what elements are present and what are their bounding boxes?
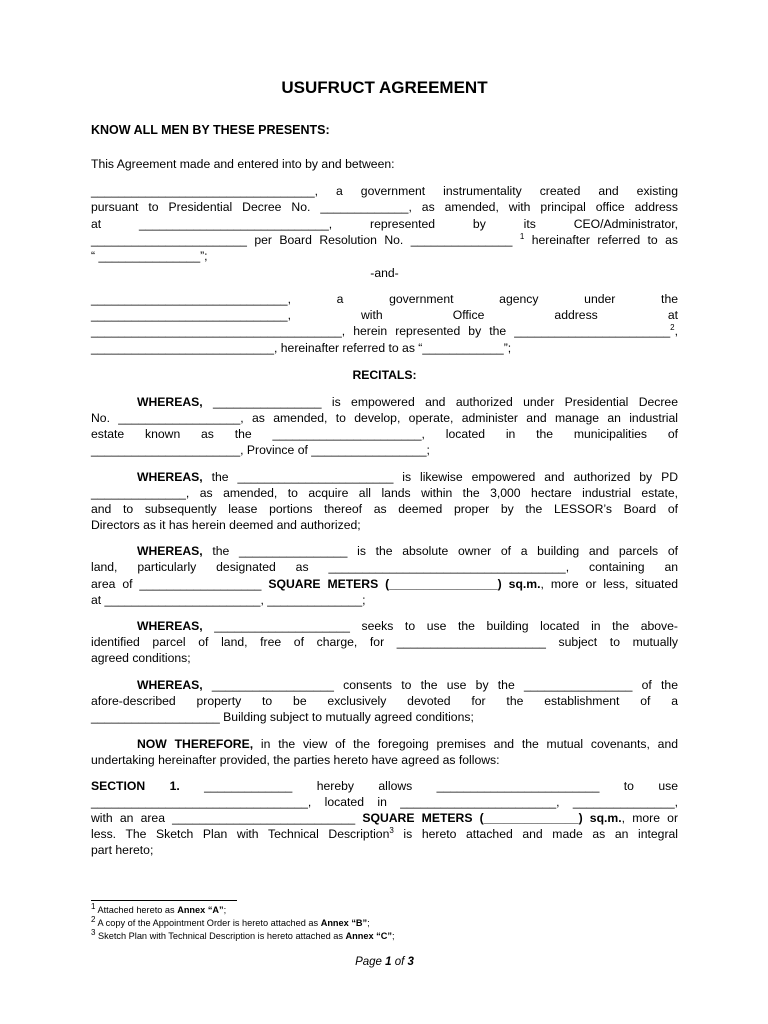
party-two-line: ___________________________, hereinafter referred to as “____________”;: [91, 341, 512, 355]
whereas-line: agreed conditions;: [91, 651, 191, 665]
section-line: less. The Sketch Plan with Technical Description$^3$ is hereto attached and made as an integral: [91, 825, 678, 841]
whereas-line: land, particularly designated as ___________________________________, containing an: [91, 560, 678, 574]
now-therefore-line: NOW THEREFORE, in the view of the foregoing premises and the mutual covenants, and: [137, 737, 679, 751]
footnote: $^1$ Attached hereto as Annex “A”;: [91, 901, 227, 915]
now-therefore-line: undertaking hereinafter provided, the parties hereto have agreed as follows:: [91, 753, 500, 767]
whereas-line: estate known as the ______________________, located in the municipalities of: [91, 427, 678, 441]
whereas-line: identified parcel of land, free of charge, for ______________________ subject to mutually: [91, 635, 678, 649]
section-line: with an area ___________________________ SQUARE METERS (______________) sq.m., more or: [91, 811, 678, 825]
total-pages: 3: [407, 956, 414, 968]
footnote-ref: 1: [519, 231, 525, 241]
footnote-ref: 2: [670, 322, 675, 332]
party-two-line: _____________________________, with Office address at: [91, 308, 678, 322]
whereas-line: WHEREAS, ____________________ seeks to use the building located in the above-: [137, 619, 678, 633]
party-one-line: “ _______________”;: [91, 249, 208, 263]
section-line: ________________________________, located in _______________________, _______________,: [91, 795, 678, 809]
party-one-line: pursuant to Presidential Decree No. _____________, as amended, with principal office address: [91, 200, 678, 214]
whereas-line: Directors as it has herein deemed and authorized;: [91, 518, 361, 532]
whereas-line: ______________________, Province of _________________;: [91, 443, 430, 457]
whereas-line: at _______________________, ______________;: [91, 593, 366, 607]
whereas-line: WHEREAS, __________________ consents to the use by the ________________ of the: [137, 678, 678, 692]
whereas-line: No. __________________, as amended, to develop, operate, administer and manage an industrial: [91, 411, 678, 425]
whereas-line: afore-described property to be exclusively devoted for the establishment of a: [91, 694, 678, 708]
whereas-line: WHEREAS, ________________ is empowered and authorized under Presidential Decree: [137, 395, 678, 409]
whereas-line: ______________, as amended, to acquire all lands within the 3,000 hectare industrial estate,: [91, 486, 678, 500]
and-separator: -and-: [370, 266, 399, 280]
party-one-line: _______________________ per Board Resolution No. _______________ $^1$ hereinafter referred to as: [91, 231, 678, 247]
footnote: $^2$ A copy of the Appointment Order is hereto attached as Annex “B”;: [91, 914, 370, 928]
footnote-divider: [91, 900, 237, 901]
page-number-footer: Page 1 of 3: [355, 956, 414, 968]
footnote: $^3$ Sketch Plan with Technical Description is hereto attached as Annex “C”;: [91, 927, 395, 941]
section-line: SECTION 1. _____________ hereby allows ________________________ to use: [91, 779, 678, 793]
party-two-line: _____________________________, a government agency under the: [91, 292, 678, 306]
whereas-line: WHEREAS, the _______________________ is likewise empowered and authorized by PD: [137, 470, 678, 484]
recitals-heading: RECITALS:: [352, 368, 417, 382]
whereas-line: WHEREAS, the ________________ is the absolute owner of a building and parcels of: [137, 544, 678, 558]
whereas-line: ___________________ Building subject to mutually agreed conditions;: [91, 710, 474, 724]
document-title: USUFRUCT AGREEMENT: [281, 78, 488, 97]
whereas-line: and to subsequently lease portions thereof as deemed proper by the LESSOR’s Board of: [91, 502, 678, 516]
current-page: 1: [385, 956, 392, 968]
party-one-line: at ____________________________, represented by its CEO/Administrator,: [91, 217, 678, 231]
party-one-line: _________________________________, a government instrumentality created and existing: [91, 184, 678, 198]
whereas-line: area of __________________ SQUARE METERS (________________) sq.m., more or less, situated: [91, 577, 678, 591]
section-line: part hereto;: [91, 843, 154, 857]
know-all-heading: KNOW ALL MEN BY THESE PRESENTS:: [91, 123, 330, 137]
party-two-line: _____________________________________, herein represented by the _______________________$^2$,: [91, 322, 678, 338]
intro-text: This Agreement made and entered into by and between:: [91, 157, 395, 171]
footnote-ref: 3: [389, 825, 394, 835]
